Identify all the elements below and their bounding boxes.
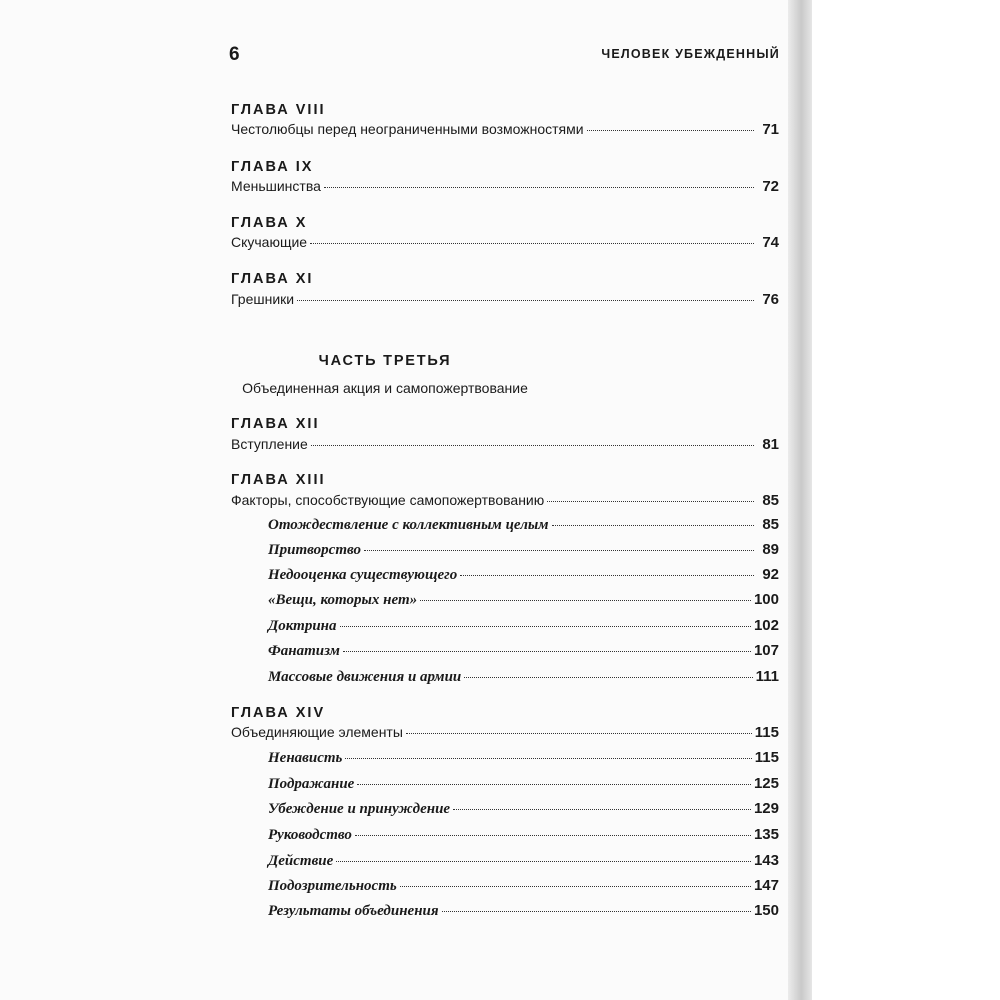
toc-subentry-page: 143 [753, 852, 779, 869]
toc-subentry-title: Действие [268, 853, 334, 869]
toc-subentry-page: 107 [753, 642, 779, 659]
toc-subentry[interactable] [268, 541, 779, 561]
toc-subentry[interactable] [268, 800, 779, 820]
leader-dots [310, 243, 754, 244]
toc-subentry-page: 125 [753, 775, 779, 792]
toc-entry-page: 72 [762, 178, 779, 195]
toc-entry[interactable] [231, 178, 779, 198]
leader-dots [587, 130, 754, 131]
leader-dots [406, 733, 752, 734]
toc-subentry-page: 115 [754, 749, 779, 766]
toc-entry[interactable] [231, 724, 779, 744]
chapter-heading: ГЛАВА XI [231, 271, 314, 287]
background [812, 0, 1000, 1000]
leader-dots [357, 784, 751, 785]
toc-subentry-page: 89 [762, 541, 779, 558]
leader-dots [345, 758, 751, 759]
running-title: ЧЕЛОВЕК УБЕЖДЕННЫЙ [601, 47, 780, 61]
toc-subentry-page: 147 [753, 877, 779, 894]
toc-subentry-title: Убеждение и принуждение [268, 801, 451, 817]
toc-subentry[interactable] [268, 852, 779, 872]
leader-dots [453, 809, 751, 810]
toc-entry-page: 71 [762, 121, 779, 138]
leader-dots [364, 550, 754, 551]
page-number: 6 [229, 44, 241, 65]
toc-subentry-title: Подражание [268, 776, 355, 792]
page-edge-shadow [788, 0, 812, 1000]
leader-dots [324, 187, 754, 188]
toc-entry[interactable] [231, 291, 779, 311]
leader-dots [343, 651, 751, 652]
toc-entry-title: Грешники [231, 291, 295, 307]
toc-subentry[interactable] [268, 749, 779, 769]
toc-entry-title: Факторы, способствующие самопожертвованию [231, 492, 545, 508]
toc-subentry[interactable] [268, 617, 779, 637]
toc-entry-page: 115 [754, 724, 779, 741]
toc-entry-page: 76 [762, 291, 779, 308]
leader-dots [464, 677, 752, 678]
leader-dots [340, 626, 751, 627]
toc-subentry-title: Фанатизм [268, 643, 340, 659]
leader-dots [552, 525, 754, 526]
toc-subentry-title: Массовые движения и армии [268, 669, 462, 685]
toc-entry[interactable] [231, 234, 779, 254]
toc-entry-title: Объединяющие элементы [231, 724, 403, 740]
leader-dots [442, 911, 751, 912]
leader-dots [297, 300, 754, 301]
toc-subentry[interactable] [268, 877, 779, 897]
leader-dots [420, 600, 751, 601]
part-subtitle: Объединенная акция и самопожертвование [242, 380, 528, 396]
chapter-heading: ГЛАВА IX [231, 159, 314, 175]
toc-subentry[interactable] [268, 566, 779, 586]
toc-entry[interactable] [231, 492, 779, 512]
leader-dots [400, 886, 751, 887]
toc-subentry[interactable] [268, 902, 779, 922]
toc-subentry-page: 135 [753, 826, 779, 843]
toc-entry-page: 85 [762, 492, 779, 509]
part-title: ЧАСТЬ ТРЕТЬЯ [318, 353, 452, 369]
toc-subentry-title: Отождествление с коллективным целым [268, 517, 549, 533]
toc-entry-page: 81 [762, 436, 779, 453]
toc-entry[interactable] [231, 436, 779, 456]
toc-entry-page: 74 [762, 234, 779, 251]
toc-subentry-title: Руководство [268, 827, 352, 843]
chapter-heading: ГЛАВА X [231, 215, 308, 231]
toc-subentry-title: Результаты объединения [268, 903, 439, 919]
toc-entry[interactable] [231, 121, 779, 141]
chapter-heading: ГЛАВА XIII [231, 472, 326, 488]
toc-entry-title: Меньшинства [231, 178, 321, 194]
toc-entry-title: Честолюбцы перед неограниченными возможностями [231, 121, 584, 137]
toc-subentry[interactable] [268, 668, 779, 688]
toc-subentry-title: Притворство [268, 542, 362, 558]
toc-subentry-title: «Вещи, которых нет» [268, 592, 418, 608]
toc-subentry-title: Подозрительность [268, 878, 397, 894]
toc-subentry-page: 100 [753, 591, 779, 608]
chapter-heading: ГЛАВА XII [231, 416, 320, 432]
chapter-heading: ГЛАВА VIII [231, 102, 326, 118]
toc-subentry[interactable] [268, 591, 779, 611]
toc-subentry[interactable] [268, 642, 779, 662]
toc-subentry-page: 102 [753, 617, 779, 634]
toc-subentry-page: 129 [753, 800, 779, 817]
toc-subentry-title: Доктрина [268, 618, 337, 634]
leader-dots [311, 445, 754, 446]
toc-subentry[interactable] [268, 775, 779, 795]
leader-dots [460, 575, 754, 576]
toc-subentry-title: Ненависть [268, 750, 343, 766]
leader-dots [336, 861, 751, 862]
toc-subentry-title: Недооценка существующего [268, 567, 458, 583]
toc-subentry[interactable] [268, 826, 779, 846]
toc-entry-title: Скучающие [231, 234, 308, 250]
toc-subentry-page: 150 [753, 902, 779, 919]
chapter-heading: ГЛАВА XIV [231, 705, 326, 721]
toc-subentry-page: 111 [755, 668, 779, 685]
toc-subentry-page: 85 [762, 516, 779, 533]
toc-subentry[interactable] [268, 516, 779, 536]
toc-subentry-page: 92 [762, 566, 779, 583]
leader-dots [355, 835, 751, 836]
toc-entry-title: Вступление [231, 436, 308, 452]
leader-dots [547, 501, 754, 502]
